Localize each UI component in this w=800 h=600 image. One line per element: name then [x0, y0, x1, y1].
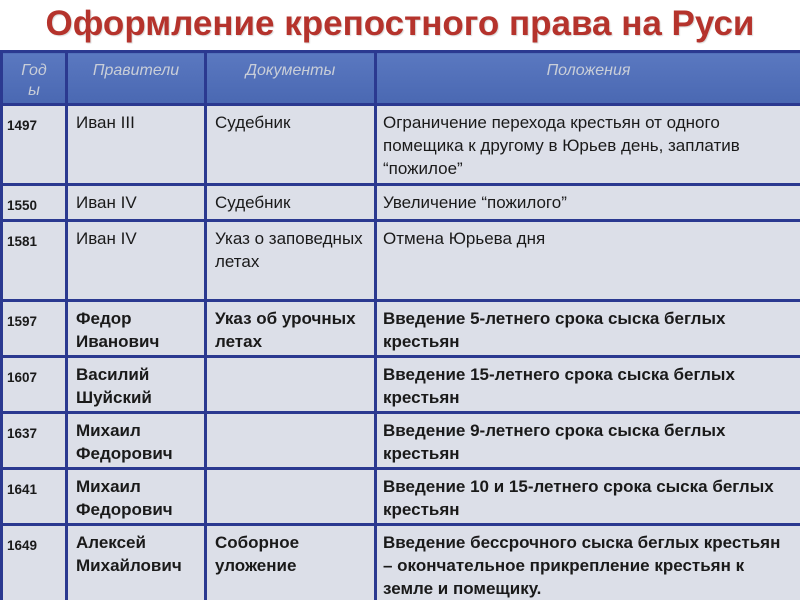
cell-document — [206, 357, 376, 413]
cell-year: 1497 — [2, 105, 67, 185]
cell-provision: Введение 5-летнего срока сыска беглых крестьян — [376, 301, 800, 357]
cell-document: Указ об урочных летах — [206, 301, 376, 357]
cell-year: 1597 — [2, 301, 67, 357]
cell-provision: Отмена Юрьева дня — [376, 221, 800, 301]
table-row — [2, 413, 800, 469]
cell-provision: Введение 15-летнего срока сыска беглых крестьян — [376, 357, 800, 413]
column-header-rulers: Правители — [67, 52, 206, 105]
cell-ruler: Иван III — [67, 105, 206, 185]
table-row — [2, 105, 800, 185]
cell-ruler: Василий Шуйский — [67, 357, 206, 413]
cell-year: 1649 — [2, 525, 67, 600]
cell-document: Соборное уложение — [206, 525, 376, 600]
table-row — [2, 221, 800, 301]
cell-provision: Введение 9-летнего срока сыска беглых крестьян — [376, 413, 800, 469]
page-title: Оформление крепостного права на Руси — [45, 4, 755, 43]
cell-ruler: Михаил Федорович — [67, 413, 206, 469]
cell-year: 1607 — [2, 357, 67, 413]
column-header-years — [2, 52, 67, 105]
column-header-documents: Документы — [206, 52, 376, 105]
cell-provision: Ограничение перехода крестьян от одного помещика к другому в Юрьев день, заплатив “пожилое” — [376, 105, 800, 185]
cell-ruler: Иван IV — [67, 185, 206, 221]
cell-document: Судебник — [206, 105, 376, 185]
cell-provision: Введение 10 и 15-летнего срока сыска беглых крестьян — [376, 469, 800, 525]
table-row — [2, 357, 800, 413]
cell-document — [206, 413, 376, 469]
cell-ruler: Михаил Федорович — [67, 469, 206, 525]
cell-provision: Введение бессрочного сыска беглых крестьян – окончательное прикрепление крестьян к земле и помещику. — [376, 525, 800, 600]
column-header-provisions: Положения — [376, 52, 800, 105]
cell-year: 1581 — [2, 221, 67, 301]
cell-document — [206, 469, 376, 525]
table-row — [2, 301, 800, 357]
cell-ruler: Алексей Михайлович — [67, 525, 206, 600]
table-row — [2, 469, 800, 525]
table-row — [2, 185, 800, 221]
serfdom-table — [0, 50, 800, 600]
cell-ruler: Федор Иванович — [67, 301, 206, 357]
table-row — [2, 525, 800, 600]
table-header-row — [2, 52, 800, 105]
cell-year: 1637 — [2, 413, 67, 469]
column-header-years-line1: Год — [21, 62, 47, 79]
column-header-years-line2: ы — [28, 82, 40, 99]
cell-document: Судебник — [206, 185, 376, 221]
cell-provision: Увеличение “пожилого” — [376, 185, 800, 221]
cell-year: 1641 — [2, 469, 67, 525]
cell-year: 1550 — [2, 185, 67, 221]
cell-ruler: Иван IV — [67, 221, 206, 301]
cell-document: Указ о заповедных летах — [206, 221, 376, 301]
